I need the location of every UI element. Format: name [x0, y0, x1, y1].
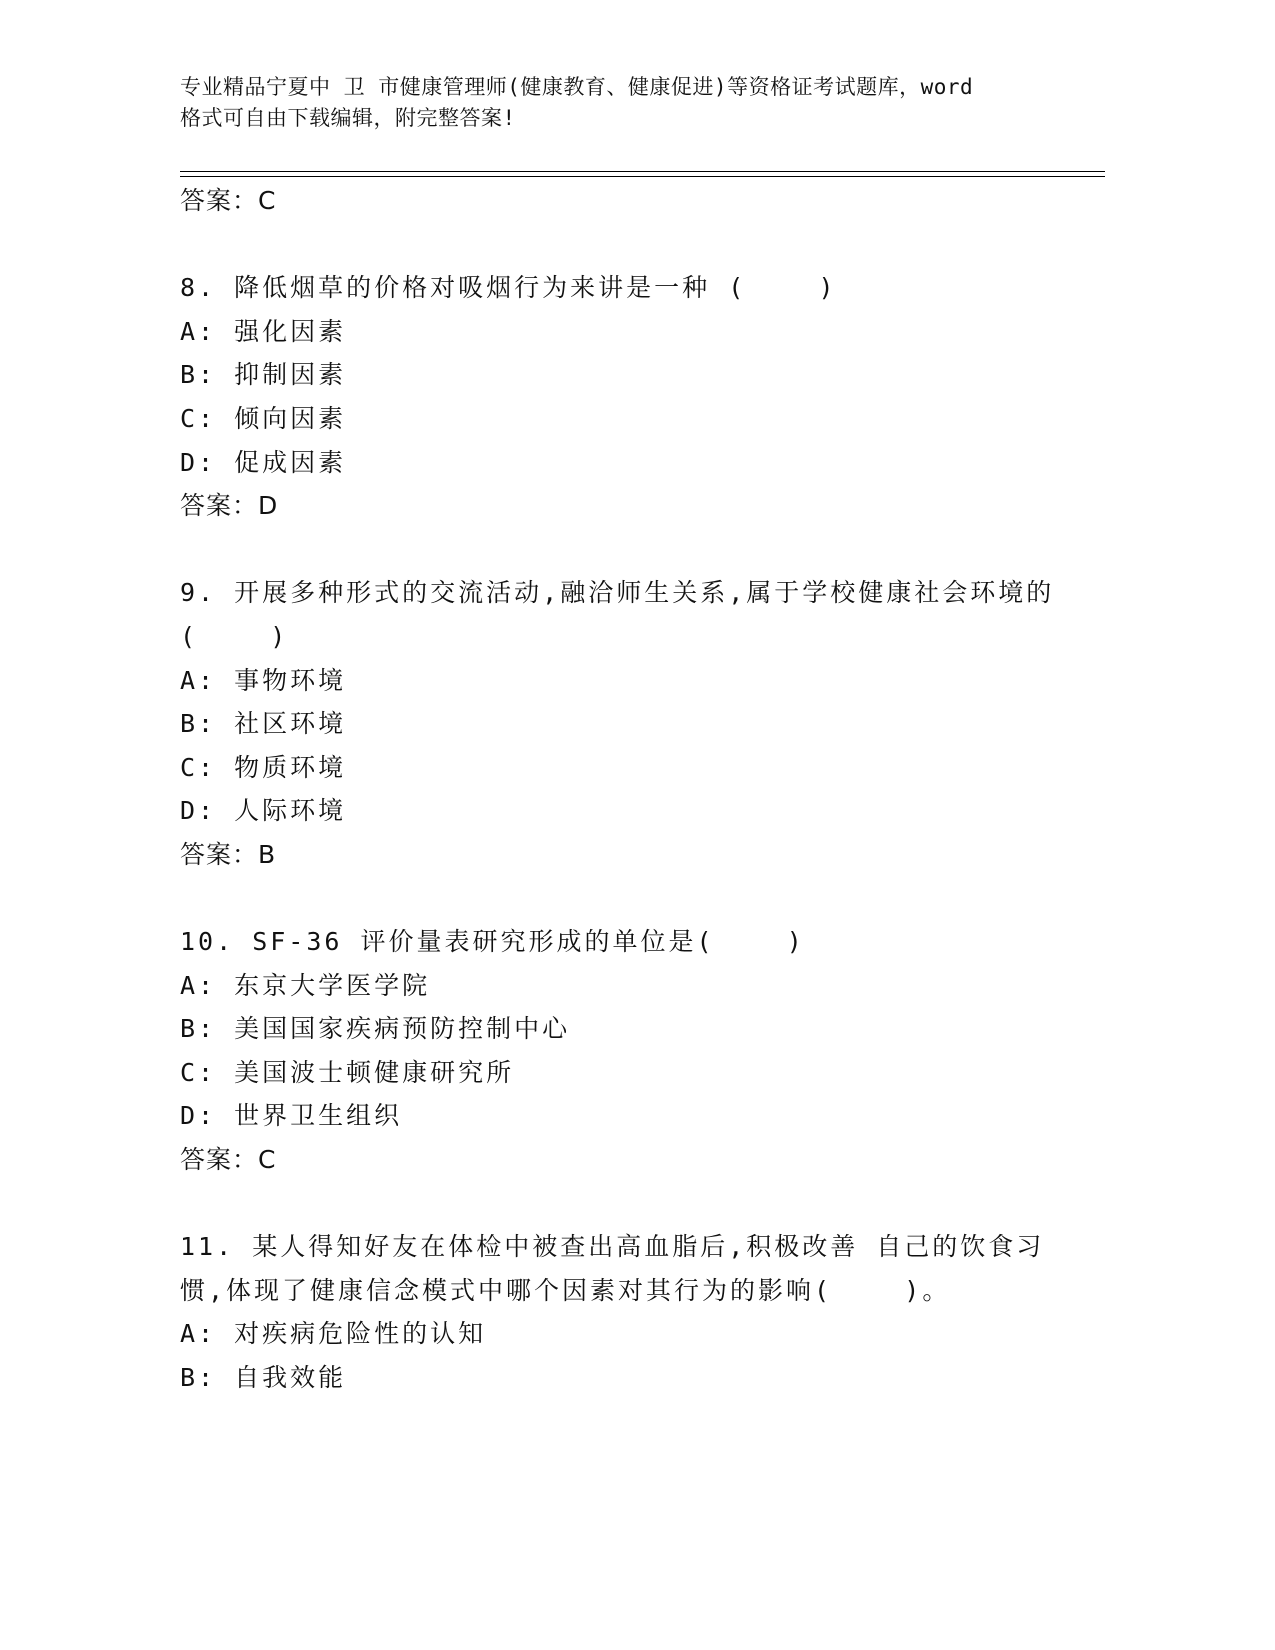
answer-line: 答案：B: [180, 839, 277, 869]
question-text: ( ): [180, 621, 289, 651]
option: B: 社区环境: [180, 709, 347, 739]
header-rule: [180, 176, 1105, 177]
question-text: 9. 开展多种形式的交流活动,融洽师生关系,属于学校健康社会环境的: [180, 578, 1055, 608]
option: B: 抑制因素: [180, 360, 347, 390]
option: A: 强化因素: [180, 316, 347, 346]
header-rule: [180, 171, 1105, 172]
question-text: 8. 降低烟草的价格对吸烟行为来讲是一种 ( ): [180, 273, 837, 303]
question-text: 11. 某人得知好友在体检中被查出高血脂后,积极改善 自己的饮食习: [180, 1232, 1045, 1262]
option: C: 美国波士顿健康研究所: [180, 1057, 515, 1087]
option: D: 人际环境: [180, 796, 347, 826]
option: D: 世界卫生组织: [180, 1101, 403, 1131]
header-line: 专业精品宁夏中 卫 市健康管理师(健康教育、健康促进)等资格证考试题库，word: [180, 75, 974, 99]
question-list: [180, 179, 1080, 1400]
answer-line: 答案：D: [180, 491, 279, 521]
option: C: 物质环境: [180, 752, 347, 782]
option: B: 美国国家疾病预防控制中心: [180, 1014, 571, 1044]
option: D: 促成因素: [180, 447, 347, 477]
option: A: 对疾病危险性的认知: [180, 1319, 487, 1349]
question-text: 10. SF-36 评价量表研究形成的单位是( ): [180, 927, 805, 957]
answer-line: 答案：C: [180, 1145, 277, 1175]
question-text: 惯,体现了健康信念模式中哪个因素对其行为的影响( )。: [180, 1275, 951, 1305]
document-header: [180, 72, 1060, 134]
option: A: 东京大学医学院: [180, 970, 431, 1000]
option: A: 事物环境: [180, 665, 347, 695]
answer-line: 答案：C: [180, 186, 277, 215]
option: C: 倾向因素: [180, 403, 347, 433]
header-line: 格式可自由下载编辑，附完整答案!: [180, 106, 516, 130]
option: B: 自我效能: [180, 1363, 347, 1393]
